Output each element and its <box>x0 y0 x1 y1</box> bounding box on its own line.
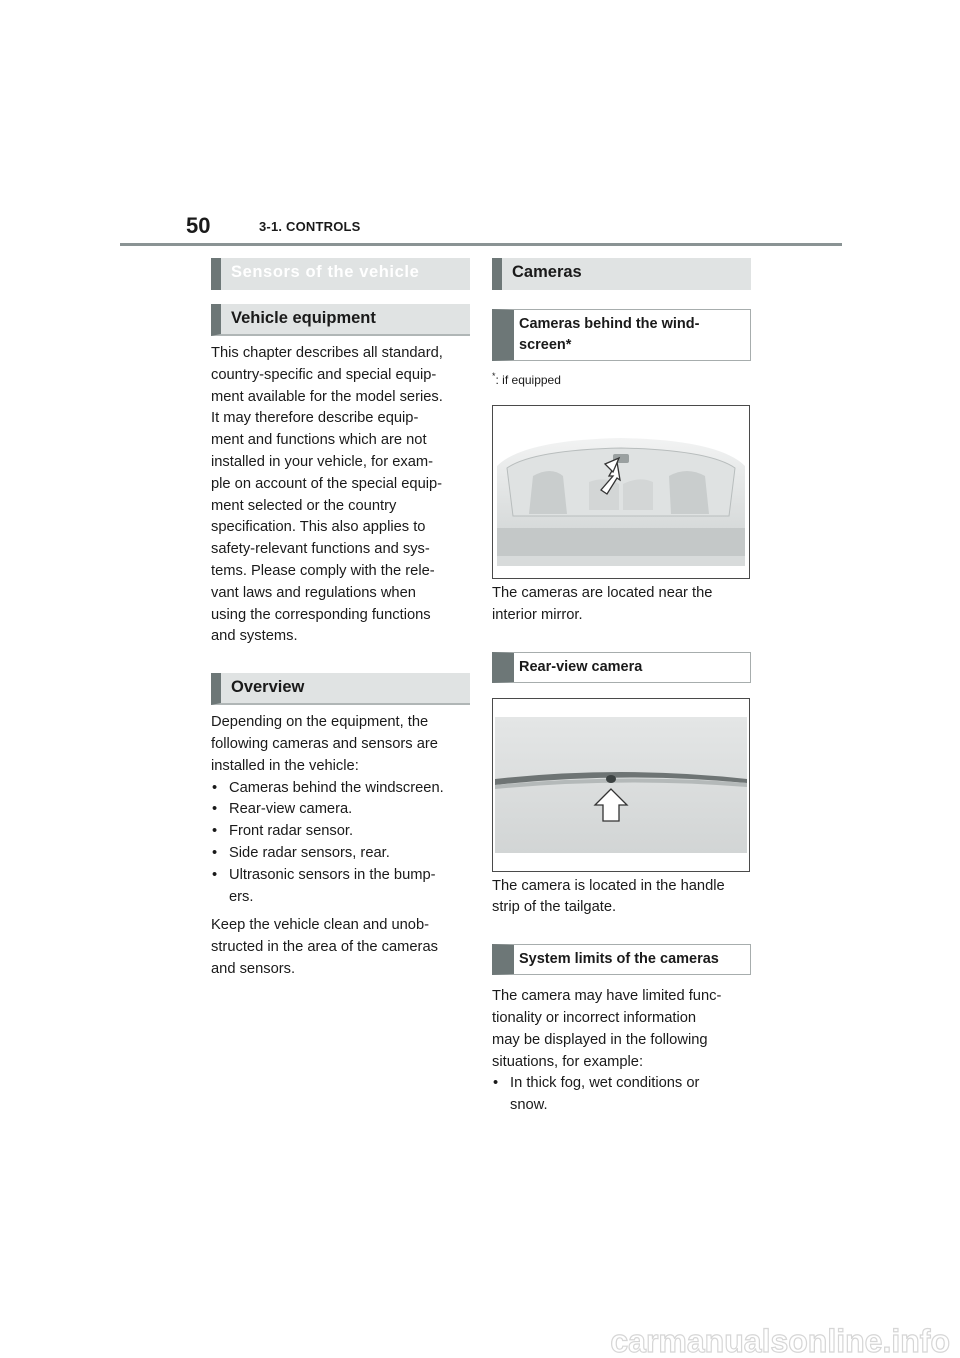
text-line: Depending on the equipment, the <box>211 714 429 731</box>
footnote-if-equipped: *: if equipped <box>492 371 561 387</box>
system-limits-list <box>492 1073 751 1117</box>
text-line: The camera may have limited func- <box>492 988 722 1005</box>
sensor-list <box>211 778 470 909</box>
text-line: following cameras and sensors are <box>211 735 438 752</box>
heading-system-limits: System limits of the cameras <box>492 944 751 975</box>
text-line: The camera is located in the handle <box>492 877 725 894</box>
overview-closing <box>211 915 470 980</box>
text-line: installed in your vehicle, for exam- <box>211 453 434 470</box>
system-limits-text <box>492 986 751 1073</box>
text-line: strip of the tailgate. <box>492 899 617 916</box>
text-line: This chapter describes all standard, <box>211 345 443 361</box>
text-line: ment and functions which are not <box>211 432 427 449</box>
figure-rear-view-camera <box>492 698 750 872</box>
heading-vehicle-equipment: Vehicle equipment <box>211 304 470 336</box>
overview-intro <box>211 712 470 777</box>
list-item: • Rear-view camera. <box>212 801 353 818</box>
list-item: • In thick fog, wet conditions or snow. <box>493 1075 700 1114</box>
text-line: interior mirror. <box>492 606 583 623</box>
text-line: country-specific and special equip- <box>211 366 437 383</box>
heading-cameras-windscreen: Cameras behind the wind- screen* <box>492 309 751 361</box>
text-line: and sensors. <box>211 960 296 977</box>
list-item: • Front radar sensor. <box>212 823 354 840</box>
text-line: ment selected or the country <box>211 497 397 514</box>
text-line: and systems. <box>211 628 298 645</box>
watermark-text: carmanualsonline.info <box>610 1323 950 1358</box>
list-item: • Cameras behind the windscreen. <box>212 779 444 796</box>
text-line: It may therefore describe equip- <box>211 410 419 427</box>
list-item: • Ultrasonic sensors in the bump- ers. <box>212 866 436 905</box>
windscreen-caption <box>492 583 751 627</box>
rear-view-camera-illustration <box>493 699 749 871</box>
text-line: tionality or incorrect information <box>492 1009 697 1026</box>
rear-view-caption <box>492 876 751 920</box>
section-title-cameras: Cameras <box>492 258 751 290</box>
heading-overview: Overview <box>211 673 470 705</box>
chapter-title: 3-1. CONTROLS <box>259 219 361 234</box>
text-line: tems. Please comply with the rele- <box>211 562 435 579</box>
text-line: vant laws and regulations when <box>211 584 416 601</box>
left-column <box>211 258 470 981</box>
text-line: structed in the area of the cameras <box>211 939 438 956</box>
heading-rear-view-camera: Rear-view camera <box>492 652 751 683</box>
right-column <box>492 258 751 1117</box>
text-line: may be displayed in the following <box>492 1031 708 1048</box>
text-line: safety-relevant functions and sys- <box>211 541 430 558</box>
text-line: using the corresponding functions <box>211 606 431 623</box>
windscreen-camera-illustration <box>493 406 749 578</box>
text-line: situations, for example: <box>492 1053 644 1070</box>
text-line: Keep the vehicle clean and unob- <box>211 917 430 934</box>
text-line: installed in the vehicle: <box>211 757 359 774</box>
figure-windscreen-cameras <box>492 405 750 579</box>
text-line: ment available for the model series. <box>211 388 443 405</box>
section-title-sensors: Sensors of the vehicle <box>211 258 470 290</box>
text-line: ple on account of the special equip- <box>211 475 443 492</box>
watermark <box>0 1318 960 1358</box>
header-rule <box>120 243 842 246</box>
text-line: specification. This also applies to <box>211 519 426 536</box>
text-line: The cameras are located near the <box>492 585 713 601</box>
vehicle-equipment-text <box>211 343 470 648</box>
list-item: • Side radar sensors, rear. <box>212 844 390 861</box>
page-number: 50 <box>186 213 211 238</box>
